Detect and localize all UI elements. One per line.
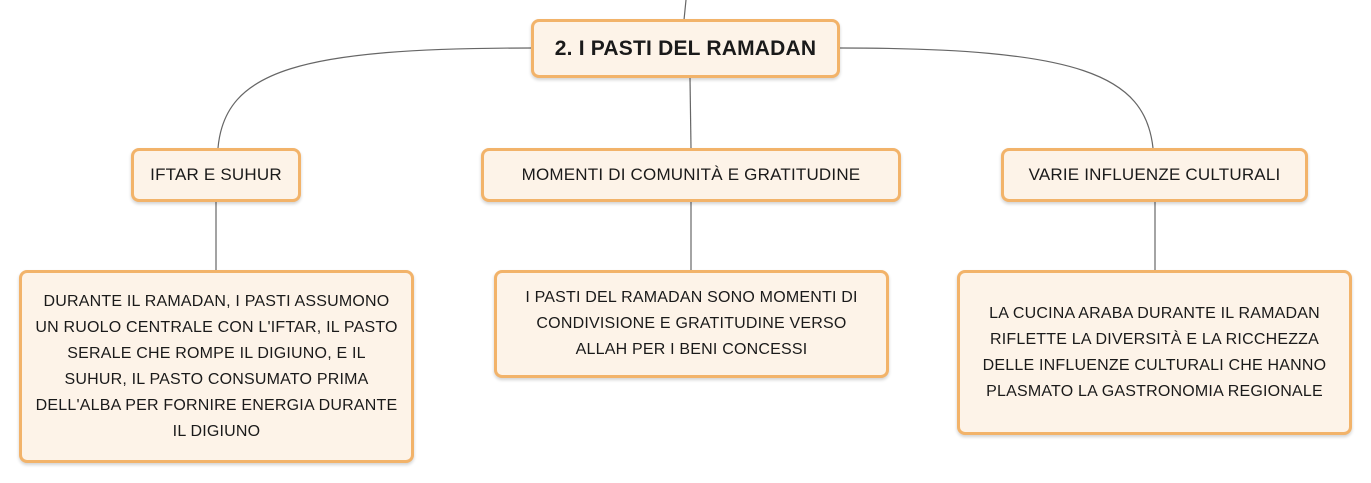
branch-node-iftar-suhur[interactable] [131, 148, 301, 202]
connector-parent [684, 0, 686, 20]
branch-node-influenze-culturali[interactable] [1001, 148, 1308, 202]
description-node-influenze-culturali[interactable] [957, 270, 1352, 435]
branch-title: IFTAR E SUHUR [150, 165, 282, 184]
connector-root-center [690, 78, 691, 148]
description-node-iftar-suhur[interactable] [19, 270, 414, 463]
root-node[interactable] [531, 19, 840, 78]
connector-root-right [840, 48, 1153, 148]
connector-root-left [218, 48, 532, 148]
description-node-comunita-gratitudine[interactable] [494, 270, 889, 378]
branch-title: MOMENTI DI COMUNITÀ E GRATITUDINE [521, 165, 861, 184]
description-text: I PASTI DEL RAMADAN SONO MOMENTI DI CONDIVISIONE E GRATITUDINE VERSO ALLAH PER I BENI CONCESSI [525, 289, 858, 358]
description-text: LA CUCINA ARABA DURANTE IL RAMADAN RIFLETTE LA DIVERSITÀ E LA RICCHEZZA DELLE INFLUENZE CULTURALI CHE HANNO PLASMATO LA GASTRONOMIA REGIONALE [982, 304, 1327, 400]
root-title: 2. I PASTI DEL RAMADAN [554, 36, 817, 60]
branch-title: VARIE INFLUENZE CULTURALI [1028, 165, 1281, 184]
branch-node-comunita-gratitudine[interactable] [481, 148, 901, 202]
description-text: DURANTE IL RAMADAN, I PASTI ASSUMONO UN RUOLO CENTRALE CON L'IFTAR, IL PASTO SERALE CHE ROMPE IL DIGIUNO, E IL SUHUR, IL PASTO CONSUMATO PRIMA DELL'ALBA PER FORNIRE ENERGIA DURANTE IL DIGIUNO [35, 292, 398, 440]
